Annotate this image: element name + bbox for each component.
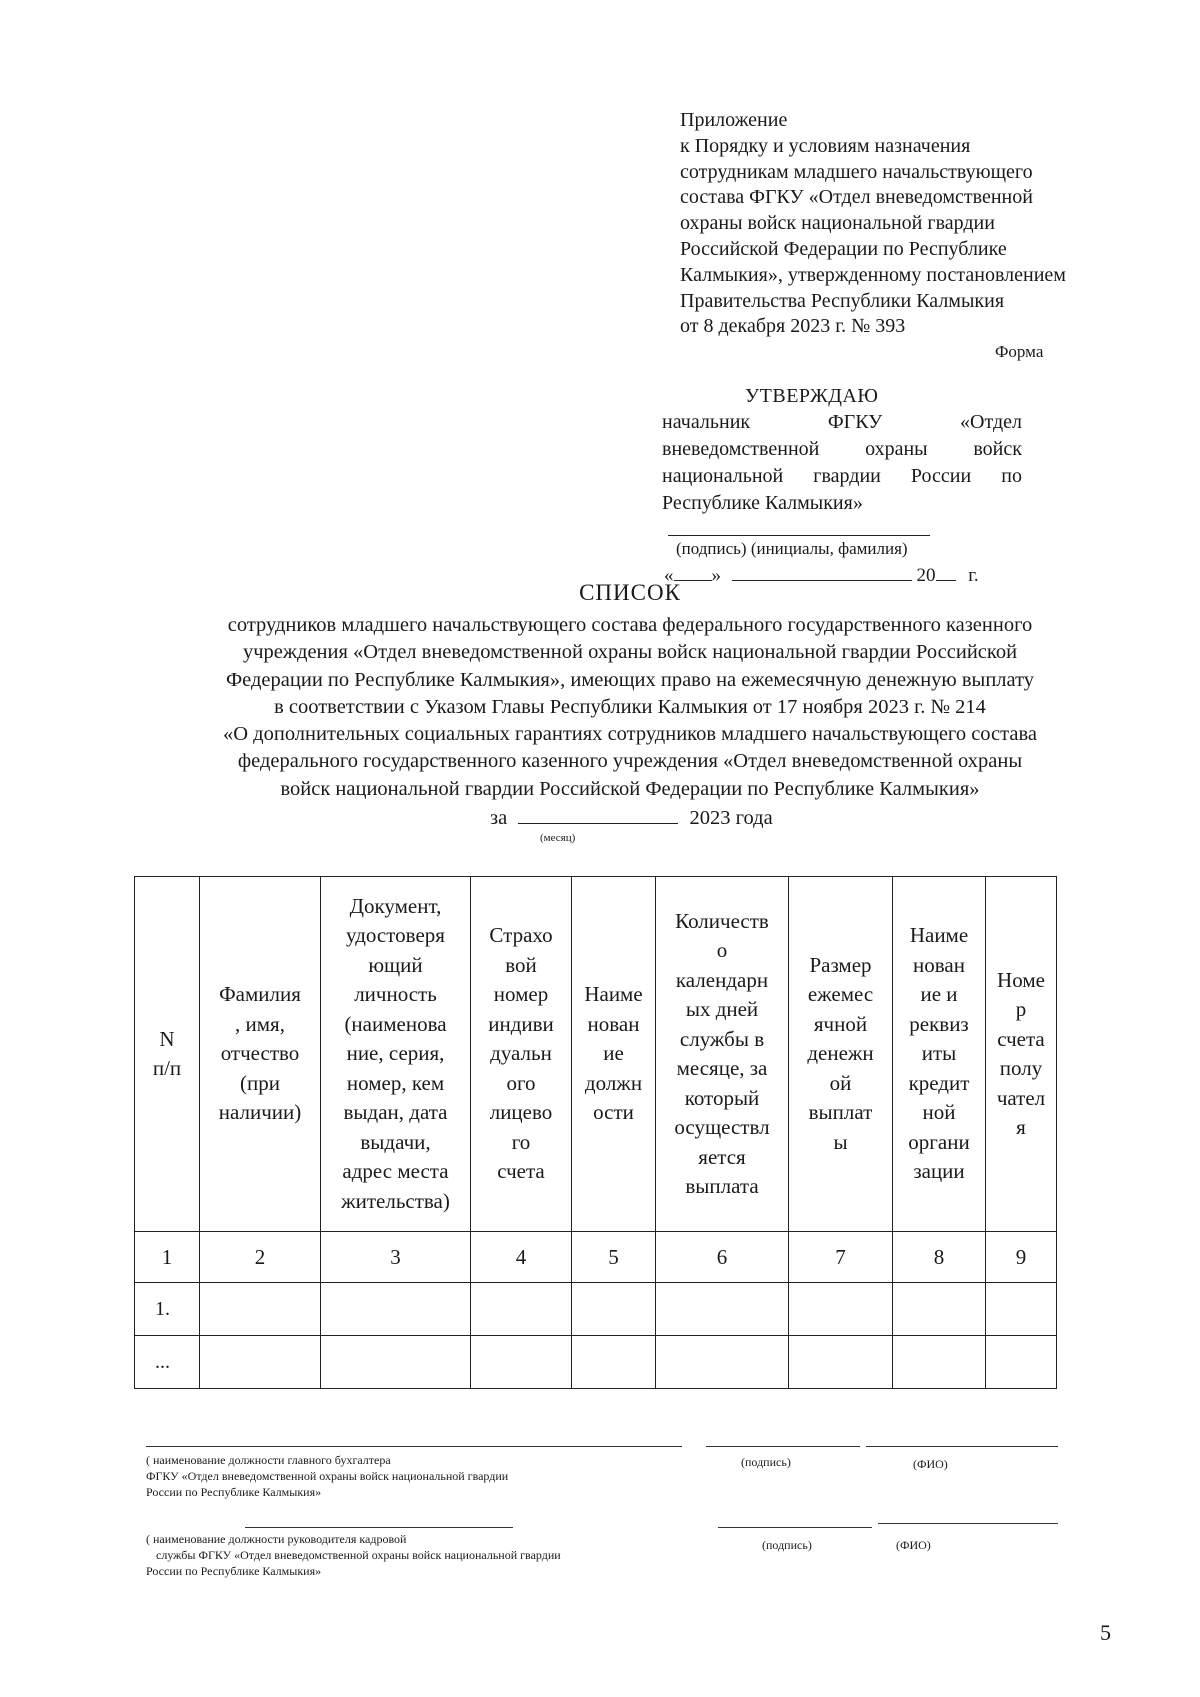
- column-header-text: нован: [913, 952, 965, 977]
- approval-line: вневедомственной охраны войск: [662, 438, 1022, 460]
- accountant-name-caption: (ФИО): [913, 1457, 948, 1471]
- column-number: 5: [572, 1232, 656, 1283]
- column-header-text: лицево: [489, 1100, 553, 1125]
- table-header-row: [135, 877, 1057, 1232]
- appendix-line: Калмыкия», утвержденному постановлением: [680, 263, 1066, 286]
- column-header-text: службы в: [679, 1026, 765, 1051]
- appendix-line: охраны войск национальной гвардии: [680, 212, 995, 235]
- table-cell[interactable]: [572, 1336, 656, 1389]
- column-header-text: ого: [506, 1070, 536, 1095]
- appendix-line: Приложение: [680, 109, 788, 131]
- appendix-line: Правительства Республики Калмыкия: [680, 289, 1005, 312]
- accountant-sign-caption: (подпись): [741, 1455, 791, 1469]
- column-header-text: органи: [908, 1129, 970, 1154]
- column-header-text: номер: [493, 982, 549, 1007]
- column-number: 8: [893, 1232, 986, 1283]
- accountant-name-line: [866, 1446, 1058, 1447]
- table-cell[interactable]: [893, 1336, 986, 1389]
- table-cell[interactable]: [471, 1283, 572, 1336]
- column-header-text: кредит: [908, 1070, 970, 1095]
- table-row: [135, 1336, 1057, 1389]
- hr-name-line: [878, 1523, 1058, 1524]
- column-header-text: выплат: [808, 1100, 873, 1125]
- column-header-text: месяце, за: [676, 1056, 768, 1080]
- column-header-text: должн: [584, 1070, 643, 1095]
- column-header-text: индиви: [488, 1011, 554, 1036]
- table-cell[interactable]: [986, 1336, 1057, 1389]
- table-cell[interactable]: [656, 1336, 789, 1389]
- column-header: [135, 877, 200, 1232]
- column-header-text: полу: [999, 1056, 1043, 1080]
- list-description-line: учреждения «Отдел вневедомственной охраны войск национальной гвардии Российской: [242, 641, 1018, 664]
- column-number: 7: [789, 1232, 893, 1283]
- column-header-text: выплата: [685, 1174, 759, 1198]
- employee-table: [134, 876, 1057, 1389]
- column-header-text: ие: [603, 1041, 624, 1066]
- column-header-text: ячной: [813, 1011, 868, 1036]
- column-header-text: вой: [505, 952, 537, 977]
- period-caption: (месяц): [540, 832, 576, 844]
- appendix-line: к Порядку и условиям назначения: [680, 134, 971, 157]
- column-header-text: ых дней: [685, 997, 759, 1021]
- column-header-text: который: [684, 1085, 760, 1110]
- table-cell[interactable]: [656, 1283, 789, 1336]
- column-header: [200, 877, 321, 1232]
- column-number: 6: [656, 1232, 789, 1283]
- list-title: СПИСОК: [579, 580, 681, 605]
- row-number-cell: ...: [135, 1336, 200, 1389]
- column-header-text: , имя,: [235, 1011, 285, 1036]
- column-number: 2: [200, 1232, 321, 1283]
- table-cell[interactable]: [200, 1336, 321, 1389]
- table-row: [135, 1283, 1057, 1336]
- column-header: [893, 877, 986, 1232]
- accountant-position: ( наименование должности главного бухгалтера ФГКУ «Отдел вневедомственной охраны войск национальной гвардии России по Республике Калмыкия»: [146, 1453, 509, 1499]
- column-header-text: адрес места: [342, 1159, 449, 1184]
- column-header-text: выдан, дата: [343, 1100, 448, 1125]
- approval-body: [662, 409, 1022, 517]
- accountant-sign-line: [706, 1446, 860, 1447]
- table-cell[interactable]: [986, 1283, 1057, 1336]
- column-header-text: осуществл: [674, 1115, 770, 1139]
- column-header-text: ости: [593, 1100, 634, 1125]
- column-header-text: календарн: [675, 967, 769, 992]
- column-header-text: номер, кем: [346, 1070, 445, 1095]
- column-header-text: отчество: [220, 1041, 300, 1066]
- column-header-text: N: [159, 1026, 175, 1051]
- table-cell[interactable]: [572, 1283, 656, 1336]
- approval-line: начальник ФГКУ «Отдел: [662, 411, 1022, 433]
- column-header-text: п/п: [152, 1056, 182, 1080]
- column-number-row: [135, 1232, 1057, 1283]
- column-header-text: ежемес: [807, 982, 874, 1007]
- column-header-text: денежн: [807, 1041, 874, 1066]
- list-description-line: войск национальной гвардии Российской Федерации по Республике Калмыкия»: [280, 777, 980, 800]
- list-description-line: федерального государственного казенного учреждения «Отдел вневедомственной охраны: [237, 750, 1023, 773]
- approval-date: « » 20 г.: [664, 562, 979, 587]
- column-header-text: ной: [922, 1100, 956, 1125]
- column-header-text: жительства): [341, 1188, 450, 1213]
- table-cell[interactable]: [893, 1283, 986, 1336]
- list-description-line: сотрудников младшего начальствующего состава федерального государственного казенного: [227, 614, 1033, 636]
- list-description-line: Федерации по Республике Калмыкия», имеющих право на ежемесячную денежную выплату: [225, 668, 1035, 691]
- signature-line: [668, 535, 930, 536]
- table-cell[interactable]: [789, 1283, 893, 1336]
- column-header-text: реквиз: [909, 1011, 969, 1036]
- table-cell[interactable]: [200, 1283, 321, 1336]
- list-description-line: в соответствии с Указом Главы Республики Калмыкия от 17 ноября 2023 г. № 214: [274, 695, 986, 718]
- column-number: 3: [321, 1232, 471, 1283]
- column-header-text: р: [1015, 997, 1027, 1021]
- column-header-text: удостоверя: [346, 923, 445, 948]
- column-header-text: о: [716, 938, 728, 962]
- approval-title: УТВЕРЖДАЮ: [745, 385, 879, 407]
- hr-position-line: [245, 1527, 513, 1528]
- form-label: Форма: [995, 342, 1044, 361]
- column-header: [789, 877, 893, 1232]
- table-cell[interactable]: [789, 1336, 893, 1389]
- row-number-cell: 1.: [135, 1283, 200, 1336]
- column-header-text: нован: [587, 1011, 640, 1036]
- column-header-text: наличии): [218, 1100, 302, 1125]
- page-number: 5: [1100, 1620, 1111, 1645]
- column-header-text: го: [511, 1129, 531, 1154]
- column-number: 1: [135, 1232, 200, 1283]
- column-header-text: счета: [497, 1159, 545, 1184]
- column-header: [572, 877, 656, 1232]
- column-header-text: Наиме: [909, 923, 969, 948]
- table-cell[interactable]: [471, 1336, 572, 1389]
- accountant-position-line: [146, 1446, 682, 1447]
- approval-line: национальной гвардии России по: [662, 465, 1022, 487]
- column-header-text: Документ,: [349, 893, 442, 918]
- appendix-line: состава ФГКУ «Отдел вневедомственной: [680, 186, 1033, 209]
- signature-caption: (подпись) (инициалы, фамилия): [676, 539, 908, 558]
- column-header-text: дуальн: [490, 1041, 552, 1066]
- appendix-line: сотрудникам младшего начальствующего: [680, 160, 1033, 183]
- column-header-text: Наиме: [584, 982, 643, 1007]
- column-header: [471, 877, 572, 1232]
- column-number: 4: [471, 1232, 572, 1283]
- column-header: [656, 877, 789, 1232]
- column-header-text: Фамилия: [219, 982, 301, 1007]
- column-header-text: ние, серия,: [346, 1041, 445, 1066]
- column-header-text: я: [1016, 1115, 1026, 1139]
- column-header-text: личность: [354, 982, 437, 1007]
- column-header-text: выдачи,: [360, 1129, 431, 1154]
- hr-name-caption: (ФИО): [896, 1538, 931, 1552]
- column-header-text: (наименова: [344, 1011, 447, 1036]
- appendix-block: [680, 108, 1066, 340]
- list-description-line: «О дополнительных социальных гарантиях сотрудников младшего начальствующего состава: [223, 723, 1037, 746]
- table-cell[interactable]: [321, 1283, 471, 1336]
- column-header-text: ы: [833, 1129, 848, 1154]
- column-header-text: яется: [698, 1144, 746, 1169]
- approval-line: Республике Калмыкия»: [662, 492, 863, 514]
- appendix-line: от 8 декабря 2023 г. № 393: [680, 315, 906, 338]
- column-header-text: ой: [829, 1070, 852, 1095]
- column-header-text: Номе: [997, 967, 1045, 992]
- column-header-text: зации: [913, 1159, 965, 1184]
- column-header-text: чател: [996, 1085, 1046, 1110]
- column-header-text: счета: [997, 1026, 1045, 1051]
- column-header-text: ющий: [368, 952, 423, 977]
- hr-sign-caption: (подпись): [762, 1538, 812, 1552]
- hr-sign-line: [718, 1527, 872, 1528]
- column-header-text: Размер: [809, 952, 872, 977]
- column-number: 9: [986, 1232, 1057, 1283]
- list-description: [100, 612, 1160, 803]
- column-header-text: иты: [921, 1041, 957, 1066]
- column-header-text: Количеств: [675, 908, 769, 933]
- column-header: [321, 877, 471, 1232]
- column-header: [986, 877, 1057, 1232]
- appendix-line: Российской Федерации по Республике: [680, 237, 1007, 260]
- reporting-period: за 2023 года: [490, 807, 773, 829]
- table-cell[interactable]: [321, 1336, 471, 1389]
- hr-position: ( наименование должности руководителя кадровой службы ФГКУ «Отдел вневедомственной охраны войск национальной гвардии России по Республике Калмыкия»: [146, 1532, 561, 1578]
- column-header-text: ие и: [920, 982, 958, 1007]
- column-header-text: Страхо: [489, 923, 553, 948]
- column-header-text: (при: [240, 1070, 280, 1095]
